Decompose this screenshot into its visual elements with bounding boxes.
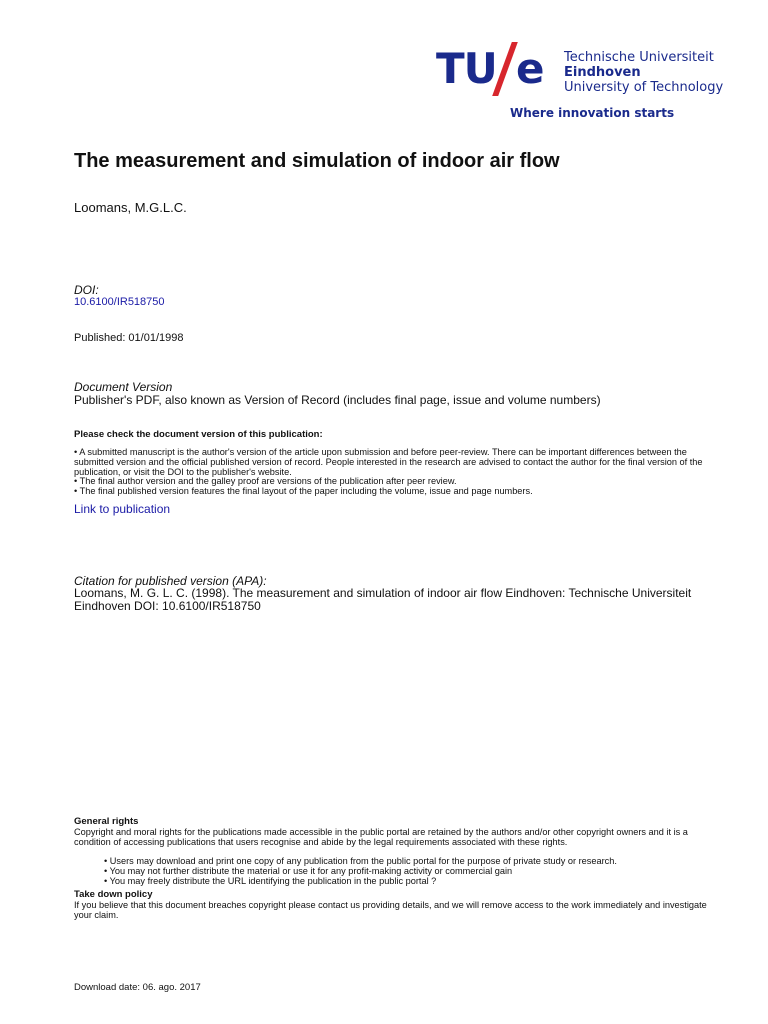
logo-line-1: Technische Universiteit [564, 50, 714, 65]
list-item: • Users may download and print one copy of any publication from the public portal for the purpose of private study or research. [104, 856, 617, 866]
doi-label: DOI: [74, 283, 99, 297]
version-check-heading: Please check the document version of this publication: [74, 429, 323, 440]
general-rights-text: Copyright and moral rights for the publications made accessible in the public portal are retained by the authors and/or other copyright owners and it is a condition of accessing publications that users recognise and abide by the legal requirements associated with these rights. [74, 827, 688, 847]
list-item: • A submitted manuscript is the author's version of the article upon submission and before peer-review. There can be important differences between the submitted version and the official published version of record. People interested in the research are advised to contact the author for the final version of the publication, or visit the DOI to the publisher's website. [74, 447, 703, 477]
document-version-label: Document Version [74, 380, 173, 394]
logo-line-3: University of Technology [564, 80, 724, 95]
list-item: • You may freely distribute the URL identifying the publication in the public portal ? [104, 876, 437, 886]
published-date: Published: 01/01/1998 [74, 332, 184, 344]
list-item: • You may not further distribute the material or use it for any profit-making activity or commercial gain [104, 866, 513, 876]
logo-line-2: Eindhoven [564, 65, 641, 80]
publication-link[interactable]: Link to publication [74, 502, 171, 516]
general-rights-heading: General rights [74, 816, 139, 827]
list-item: • The final author version and the galley proof are versions of the publication after peer review. [74, 476, 457, 487]
logo-tagline: Where innovation starts [510, 106, 675, 120]
citation-label: Citation for published version (APA): [74, 574, 267, 588]
logo-mark-tu: TU [436, 44, 497, 93]
tue-logo [436, 42, 736, 122]
logo-university-name [564, 50, 723, 95]
list-item: • The final published version features the final layout of the paper including the volume, issue and page numbers. [74, 486, 533, 497]
document-author: Loomans, M.G.L.C. [74, 200, 187, 215]
document-title: The measurement and simulation of indoor air flow [74, 150, 560, 172]
logo-mark-e: e [516, 44, 545, 93]
rights-list [104, 856, 724, 886]
takedown-text: If you believe that this document breaches copyright please contact us providing details, and we will remove access to the work immediately and investigate your claim. [74, 900, 707, 920]
doi-link[interactable]: 10.6100/IR518750 [74, 296, 165, 308]
takedown-heading: Take down policy [74, 889, 153, 900]
version-check-list [74, 448, 724, 497]
download-date: Download date: 06. ago. 2017 [74, 982, 201, 993]
document-version-value: Publisher's PDF, also known as Version of Record (includes final page, issue and volume numbers) [74, 393, 601, 407]
citation-value: Loomans, M. G. L. C. (1998). The measurement and simulation of indoor air flow Eindhoven: Technische Universiteit Eindhoven DOI: 10.6100/IR518750 [74, 586, 692, 613]
